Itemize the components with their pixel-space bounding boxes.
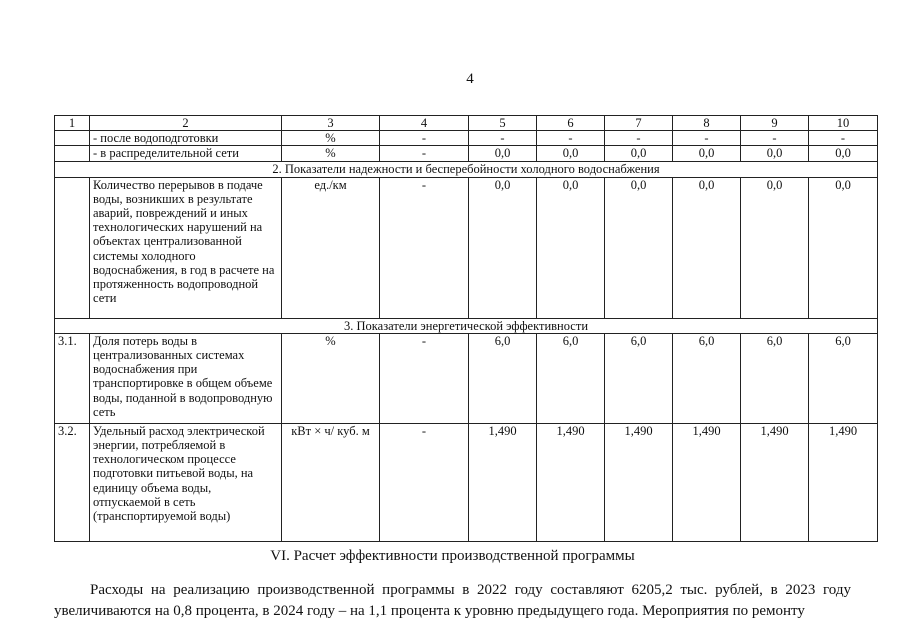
value-cell: - <box>673 131 741 146</box>
value-cell: 1,490 <box>469 423 537 541</box>
unit-cell: ед./км <box>282 177 380 318</box>
column-header: 4 <box>380 116 469 131</box>
page-number: 4 <box>466 71 474 87</box>
value-cell: 0,0 <box>741 146 809 162</box>
value-cell: 0,0 <box>673 177 741 318</box>
value-cell: 1,490 <box>537 423 605 541</box>
column-header: 2 <box>90 116 282 131</box>
table-row <box>55 131 878 146</box>
value-cell: 6,0 <box>537 333 605 423</box>
column-header: 5 <box>469 116 537 131</box>
section-title: 3. Показатели энергетической эффективности <box>55 318 878 333</box>
table-row <box>55 333 878 423</box>
value-cell: 0,0 <box>673 146 741 162</box>
unit-cell: % <box>282 146 380 162</box>
value-cell: - <box>537 131 605 146</box>
unit-cell: % <box>282 333 380 423</box>
column-header: 7 <box>605 116 673 131</box>
indicator-name-cell: Количество перерывов в подаче воды, возникших в результате аварий, повреждений и иных технологических нарушений на объектах централизованной системы холодного водоснабжения, в год в расчете на протяженность водопроводной сети <box>90 177 282 318</box>
value-cell: 1,490 <box>673 423 741 541</box>
table-header-row <box>55 116 878 131</box>
value-cell: 6,0 <box>673 333 741 423</box>
indicator-name-cell: Удельный расход электрической энергии, потребляемой в технологическом процессе подготовки питьевой воды, на единицу объема воды, отпускаемой в сеть (транспортируемой воды) <box>90 423 282 541</box>
column-header: 1 <box>55 116 90 131</box>
table-row <box>55 146 878 162</box>
column-header: 10 <box>809 116 878 131</box>
value-cell: 0,0 <box>809 177 878 318</box>
indicators-table <box>54 115 878 542</box>
column-header: 6 <box>537 116 605 131</box>
value-cell: 0,0 <box>537 177 605 318</box>
value-cell: 6,0 <box>809 333 878 423</box>
value-cell: - <box>380 131 469 146</box>
body-paragraph: Расходы на реализацию производственной программы в 2022 году составляют 6205,2 тыс. рублей, в 2023 году увеличиваются на 0,8 процента, в 2024 году – на 1,1 процента к уровню предыдущего года. Мероприятия по ремонту <box>54 582 851 619</box>
section-heading: VI. Расчет эффективности производственной программы <box>270 548 635 564</box>
value-cell: - <box>809 131 878 146</box>
row-number-cell <box>55 131 90 146</box>
value-cell: 6,0 <box>605 333 673 423</box>
value-cell: 0,0 <box>469 146 537 162</box>
value-cell: 6,0 <box>469 333 537 423</box>
indicator-name-cell: - после водоподготовки <box>90 131 282 146</box>
value-cell: 0,0 <box>605 146 673 162</box>
value-cell: 0,0 <box>605 177 673 318</box>
value-cell: 6,0 <box>741 333 809 423</box>
value-cell: 0,0 <box>809 146 878 162</box>
section-row <box>55 318 878 333</box>
row-number-cell <box>55 177 90 318</box>
section-row <box>55 162 878 177</box>
row-number-cell: 3.1. <box>55 333 90 423</box>
value-cell: - <box>380 423 469 541</box>
value-cell: 1,490 <box>809 423 878 541</box>
value-cell: - <box>380 177 469 318</box>
value-cell: 0,0 <box>469 177 537 318</box>
unit-cell: % <box>282 131 380 146</box>
value-cell: 0,0 <box>537 146 605 162</box>
row-number-cell: 3.2. <box>55 423 90 541</box>
column-header: 9 <box>741 116 809 131</box>
table-row <box>55 177 878 318</box>
table-row <box>55 423 878 541</box>
value-cell: - <box>469 131 537 146</box>
unit-cell: кВт × ч/ куб. м <box>282 423 380 541</box>
section-title: 2. Показатели надежности и бесперебойности холодного водоснабжения <box>55 162 878 177</box>
column-header: 8 <box>673 116 741 131</box>
value-cell: - <box>605 131 673 146</box>
value-cell: - <box>741 131 809 146</box>
indicator-name-cell: Доля потерь воды в централизованных системах водоснабжения при транспортировке в общем объеме воды, поданной в водопроводную сеть <box>90 333 282 423</box>
value-cell: 1,490 <box>605 423 673 541</box>
value-cell: - <box>380 146 469 162</box>
value-cell: 1,490 <box>741 423 809 541</box>
column-header: 3 <box>282 116 380 131</box>
indicator-name-cell: - в распределительной сети <box>90 146 282 162</box>
row-number-cell <box>55 146 90 162</box>
value-cell: 0,0 <box>741 177 809 318</box>
value-cell: - <box>380 333 469 423</box>
